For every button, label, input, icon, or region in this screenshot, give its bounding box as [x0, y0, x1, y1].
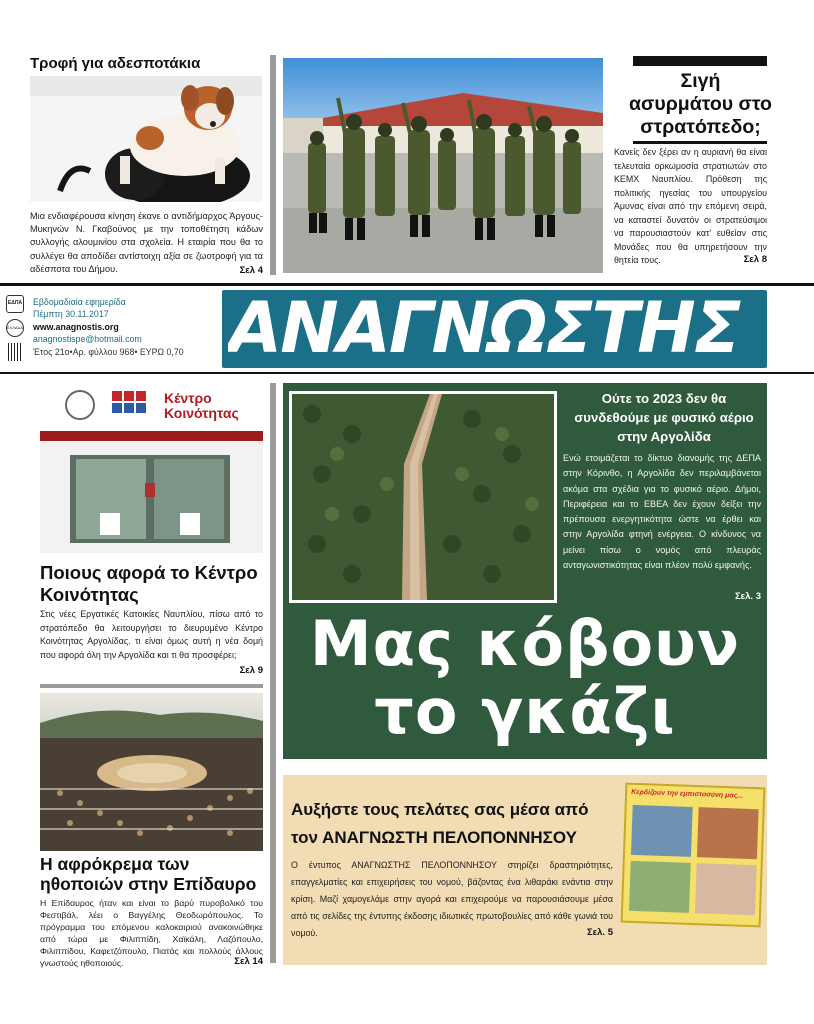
epidaurus-page-ref: Σελ 14 [234, 956, 263, 967]
army-page-ref: Σελ 8 [743, 254, 767, 265]
greece-seal-badge: ΕΛΛΑΔΑ [6, 319, 24, 337]
community-center-photo [40, 383, 263, 553]
masthead-bottom-rule [0, 372, 814, 374]
flyer-photo-4 [695, 863, 757, 915]
community-center-page-ref: Σελ 9 [239, 665, 263, 676]
masthead-top-rule [0, 283, 814, 286]
flyer-photo-3 [629, 861, 691, 913]
email-link[interactable]: anagnostispe@hotmail.com [33, 334, 142, 345]
gas-story-page-ref: Σελ. 3 [734, 591, 761, 602]
website-link[interactable]: www.anagnostis.org [33, 321, 119, 332]
army-body: Κανείς δεν ξέρει αν η αυριανή θα είναι τελευταία ορκωμοσία στρατιωτών στο ΚΕΜΧ Ναυπλίου. Πρόθεση της πολιτικής ηγεσίας του υπουργείου Άμυνας είναι από την επόμενη σειρά, να καταστεί δυνατόν οι στρατεύσιμοι να παρουσιαστούν κατ' ευθείαν στις Μονάδες που θα υπηρετήσουν την θητεία τους. [614, 147, 767, 265]
main-headline-line2: το γκάζι [374, 675, 676, 748]
stray-food-body: Μια ενδιαφέρουσα κίνηση έκανε ο αντιδήμαρχος Άργους-Μυκηνών Ν. Γκαβούνος με την τοποθέτηση κάδων συλλογής αλουμινίου στα σχολεία. Η εταιρία που θα το συλλέγει θα αποδίδει αντίστοιχη αξία σε ζωοτροφή για τα αδέσποτα του Δήμου. [30, 211, 263, 274]
epidaurus-title: Η αφρόκρεμα των ηθοποιών στην Επίδαυρο [40, 854, 257, 894]
army-title: Σιγή ασυρμάτου στο στρατόπεδο; [629, 70, 772, 138]
divider-mid-left [270, 383, 276, 963]
newspaper-logo: ΑΝΑΓΝΩΣΤΗΣ [228, 288, 740, 368]
stray-food-page-ref: Σελ 4 [239, 265, 263, 276]
community-center-title: Ποιους αφορά το Κέντρο Κοινότητας [40, 562, 258, 605]
soldiers-oath-photo [283, 58, 603, 273]
army-black-bar-top [633, 56, 767, 66]
ad-title-line1: Αυξήστε τους πελάτες σας μέσα από [291, 800, 589, 819]
community-center-body: Στις νέες Εργατικές Κατοικίες Ναυπλίου, πίσω από το στρατόπεδο θα λειτουργήσει το διευρυμένο Κέντρο Κοινότητας Αργολίδας. τι είναι όμως αυτή η νέα δομή που αφορά όλη την Αργολίδα και τι θα προσφέρει; [40, 609, 263, 660]
newspaper-logo-sub: ΠΕΛΟΠΟΝΝΗΣΟΥ [767, 297, 775, 358]
flyer-photo-1 [631, 805, 693, 857]
gas-story-title: Ούτε το 2023 δεν θα συνδεθούμε με φυσικό αέριο στην Αργολίδα [574, 391, 754, 444]
epidaurus-theater-photo [40, 693, 263, 851]
divider-top-left [270, 55, 276, 275]
ad-title-line2: τον ΑΝΑΓΝΩΣΤΗ ΠΕΛΟΠΟΝΝΗΣΟΥ [291, 828, 577, 847]
ad-flyer-image [621, 783, 766, 928]
issue-info: Έτος 21ο•Αρ. φύλλου 968• ΕΥΡΩ 0,70 [33, 346, 184, 357]
barcode-icon [8, 343, 22, 361]
issue-date: Πέμπτη 30.11.2017 [33, 309, 109, 320]
ad-flyer-title: Κερδίζουν την εμπιστοσύνη μας... [631, 788, 744, 800]
stray-food-title: Τροφή για αδεσποτάκια [30, 55, 201, 72]
gas-pipeline-aerial-photo [289, 391, 557, 603]
masthead-info [33, 296, 233, 358]
main-headline-line1: Μας κόβουν [309, 607, 741, 680]
masthead-left-badges [3, 295, 27, 365]
paper-type: Εβδομαδιαία εφημερίδα [33, 297, 126, 307]
gas-story-body: Ενώ ετοιμάζεται το δίκτυο διανομής της ΔΕΠΑ στην Κόρινθο, η Αργολίδα δεν περιλαμβάνεται ακόμα στα σχέδια για το φυσικό αέριο. Δήμοι, Περιφέρεια και το ΕΒΕΑ δεν έχουν δείξει την πρέπουσα ενεργητικότητα ώστε να έρθει και στην Αργολίδα φτηνή ενέργεια. Ο κίνδυνος να μείνει πίσω ο νομός από πλευράς ανταγωνιστικότητας είναι πλέον πολύ εμφανής. [563, 453, 761, 571]
army-black-bar-bottom [633, 141, 767, 144]
advertising-panel [283, 775, 767, 965]
edpa-badge: ΕΔΠΑ [6, 295, 24, 313]
ad-page-ref: Σελ. 5 [586, 927, 613, 938]
community-center-sign: Κέντρο Κοινότητας [164, 390, 239, 421]
divider-left-horizontal [40, 684, 263, 688]
ad-body: Ο έντυπος ΑΝΑΓΝΩΣΤΗΣ ΠΕΛΟΠΟΝΝΗΣΟΥ στηρίζει δραστηριότητες, επαγγελματίες και επιχειρήσεις του νομού, βάζοντας ένα λιθαράκι ενάντια στην κρίση. Μαζί χαμογελάμε στην αγορά και επιχειρούμε να παρουσιάσουμε μέσα από τις σελίδες της έντυπης έκδοσης ιδιωτικές πρωτοβουλίες από κάθε γωνιά του νομού. [291, 860, 613, 938]
gas-story-panel [283, 383, 767, 759]
masthead-logo-banner [222, 288, 775, 368]
epidaurus-body: Η Επίδαυρος ήταν και είναι το βαρύ πυροβολικό του Φεστιβάλ, λέει ο Βαγγέλης Θεοδωρόπουλος. Το πρόγραμμα του επόμενου καλοκαιριού ανακοινώθηκε από τώρα με Φιλιππίδη, Χαϊκάλη, Λαζόπουλο, Φιλιππίδου, Καφετζόπουλο, Πιατάς και πολλούς άλλους γνωστούς ηθοποιούς. [40, 898, 263, 968]
flyer-photo-2 [697, 807, 759, 859]
puppy-kitten-photo [30, 76, 262, 202]
